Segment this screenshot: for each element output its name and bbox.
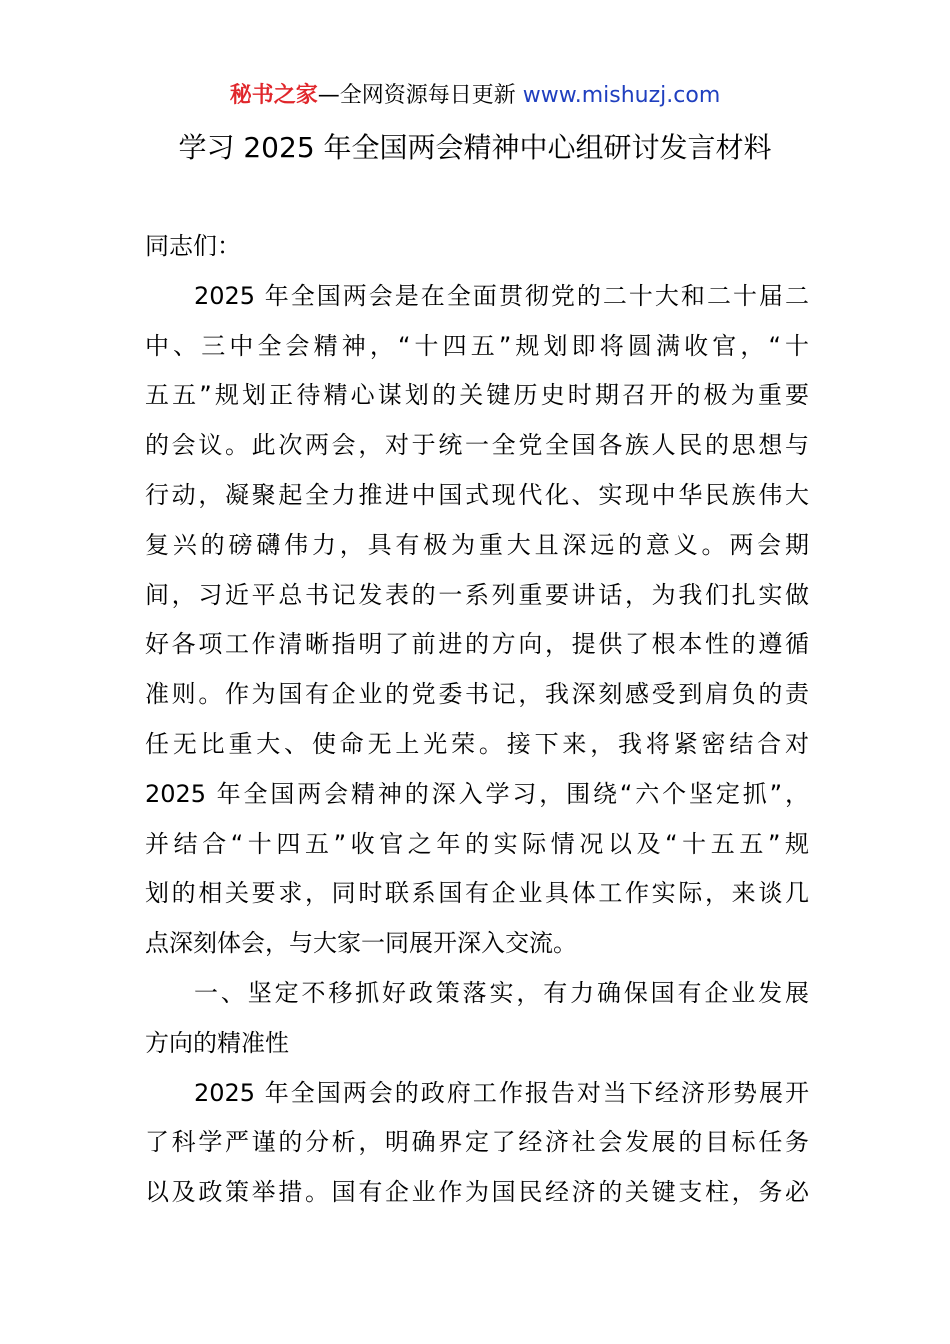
- text-line: 中、三中全会精神，“十四五”规划即将圆满收官，“十: [145, 331, 809, 360]
- site-tagline: —全网资源每日更新: [317, 83, 516, 108]
- site-header: [0, 80, 950, 112]
- text-line: 五五”规划正待精心谋划的关键历史时期召开的极为重要: [145, 381, 809, 410]
- text-line: 方向的精准性: [145, 1028, 289, 1057]
- text-line: 复兴的磅礴伟力，具有极为重大且深远的意义。两会期: [145, 530, 809, 559]
- text-line: 行动，凝聚起全力推进中国式现代化、实现中华民族伟大: [145, 480, 809, 509]
- text-line: 间，习近平总书记发表的一系列重要讲话，为我们扎实做: [145, 580, 809, 609]
- document-body: [145, 222, 809, 1218]
- text-line: 2025 年全国两会的政府工作报告对当下经济形势展开: [194, 1078, 809, 1107]
- text-line: 同志们：: [145, 232, 241, 260]
- text-line: 准则。作为国有企业的党委书记，我深刻感受到肩负的责: [145, 680, 809, 709]
- site-brand: 秘书之家: [229, 83, 318, 108]
- text-line: 任无比重大、使命无上光荣。接下来，我将紧密结合对: [145, 729, 809, 758]
- text-line: 以及政策举措。国有企业作为国民经济的关键支柱，务必: [145, 1178, 809, 1207]
- text-line: 点深刻体会，与大家一同展开深入交流。: [145, 929, 577, 958]
- text-line: 划的相关要求，同时联系国有企业具体工作实际，来谈几: [145, 879, 809, 908]
- text-line: 2025 年全国两会精神的深入学习，围绕“六个坚定抓”，: [145, 779, 809, 808]
- text-line: 2025 年全国两会是在全面贯彻党的二十大和二十届二: [194, 281, 809, 310]
- text-line: 好各项工作清晰指明了前进的方向，提供了根本性的遵循: [145, 630, 809, 659]
- text-line: 了科学严谨的分析，明确界定了经济社会发展的目标任务: [145, 1128, 809, 1157]
- document-title: 学习 2025 年全国两会精神中心组研讨发言材料: [178, 131, 772, 164]
- site-url-link[interactable]: www.mishuzj.com: [522, 83, 721, 108]
- text-line: 一、坚定不移抓好政策落实，有力确保国有企业发展: [194, 978, 809, 1007]
- text-line: 的会议。此次两会，对于统一全党全国各族人民的思想与: [145, 431, 809, 460]
- text-line: 并结合“十四五”收官之年的实际情况以及“十五五”规: [145, 829, 809, 858]
